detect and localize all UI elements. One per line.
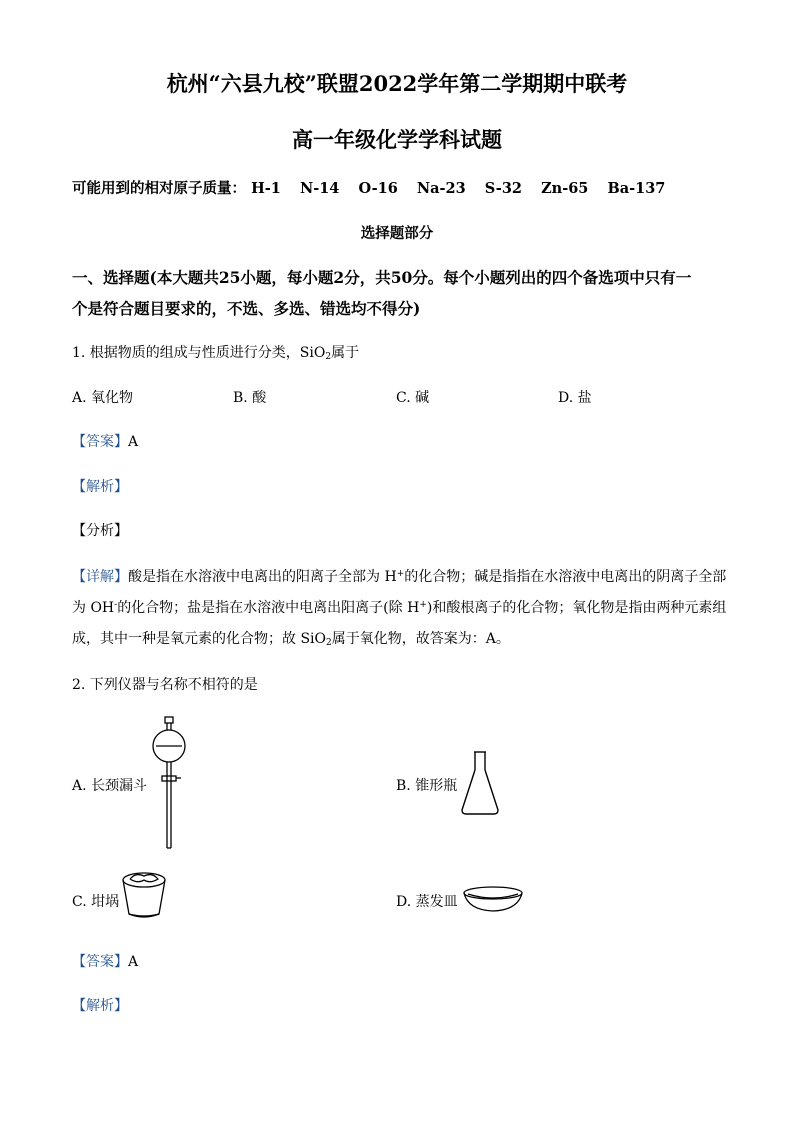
detail-text: )和酸根离子的化合物；氧化物是指由两种元素组 (426, 600, 727, 616)
q1-option-b: B. 酸 (233, 390, 267, 406)
atomic-mass-item: S-32 (484, 180, 522, 197)
q1-stem-subscript: 2 (325, 352, 332, 362)
detail-superscript: + (419, 600, 427, 610)
exam-subtitle: 高一年级化学学科试题 (292, 127, 502, 152)
answer-value: A (128, 954, 139, 970)
exam-title: 杭州“六县九校”联盟2022学年第二学期期中联考 (166, 71, 628, 96)
atomic-mass-item: Ba-137 (607, 180, 666, 197)
part1-instruction-line2: 个是符合题目要求的，不选、多选、错选均不得分) (72, 299, 421, 318)
detail-text: 酸是指在水溶液中电离出的阳离子全部为 H (128, 569, 397, 585)
q2-answer (72, 951, 138, 971)
q1-detail-line1 (72, 566, 726, 586)
detail-text: 为 OH (72, 600, 115, 616)
q1-option-a: A. 氧化物 (72, 390, 134, 406)
atomic-mass-label: 可能用到的相对原子质量： (72, 180, 246, 197)
q2-option-b: B. 锥形瓶 (396, 778, 458, 794)
atomic-mass-item: H-1 (251, 180, 281, 197)
detail-text: 属于氧化物，故答案为：A。 (331, 631, 510, 647)
answer-tag: 【答案】 (72, 434, 128, 450)
q2-option-c: C. 坩埚 (72, 894, 120, 910)
q1-stem (72, 342, 359, 362)
detail-subscript: 2 (326, 638, 332, 648)
q2-option-a: A. 长颈漏斗 (72, 778, 148, 794)
atomic-mass-item: Na-23 (416, 180, 466, 197)
q2-option-d: D. 蒸发皿 (396, 894, 458, 910)
part1-instruction-line1: 一、选择题(本大题共25小题，每小题2分，共50分。每个小题列出的四个备选项中只有一 (72, 268, 692, 287)
atomic-mass-line (72, 177, 665, 198)
atomic-mass-item: O-16 (358, 180, 398, 197)
detail-text: 的化合物；碱是指指在水溶液中电离出的阴离子全部 (404, 569, 727, 585)
q1-analysis-tag: 【解析】 (72, 479, 128, 495)
q1-stem-text: 1. 根据物质的组成与性质进行分类，SiO (72, 345, 326, 361)
crucible-icon (120, 870, 168, 920)
q1-detail-line2 (72, 597, 726, 617)
q2-analysis-tag: 【解析】 (72, 998, 128, 1014)
detail-superscript: + (396, 569, 405, 579)
evaporating-dish-icon (462, 884, 524, 914)
q1-detail-line3 (72, 628, 510, 648)
long-neck-funnel-icon (148, 716, 190, 850)
q1-answer (72, 431, 138, 451)
detail-text: 成，其中一种是氧元素的化合物；故 SiO (72, 631, 326, 647)
q1-fenxi-tag: 【分析】 (72, 523, 128, 539)
conical-flask-icon (459, 750, 501, 816)
answer-value: A (128, 434, 139, 450)
q1-option-d: D. 盐 (558, 390, 592, 406)
detail-text: 的化合物；盐是指在水溶液中电离出阳离子(除 H (117, 600, 420, 616)
atomic-mass-item: N-14 (299, 180, 340, 197)
detail-tag: 【详解】 (72, 569, 128, 585)
answer-tag: 【答案】 (72, 954, 128, 970)
q1-stem-tail: 属于 (331, 345, 360, 361)
q1-option-c: C. 碱 (396, 390, 430, 406)
detail-superscript: - (114, 600, 118, 610)
atomic-mass-item: Zn-65 (541, 180, 589, 197)
section-heading: 选择题部分 (360, 225, 434, 242)
q2-stem: 2. 下列仪器与名称不相符的是 (72, 677, 258, 693)
